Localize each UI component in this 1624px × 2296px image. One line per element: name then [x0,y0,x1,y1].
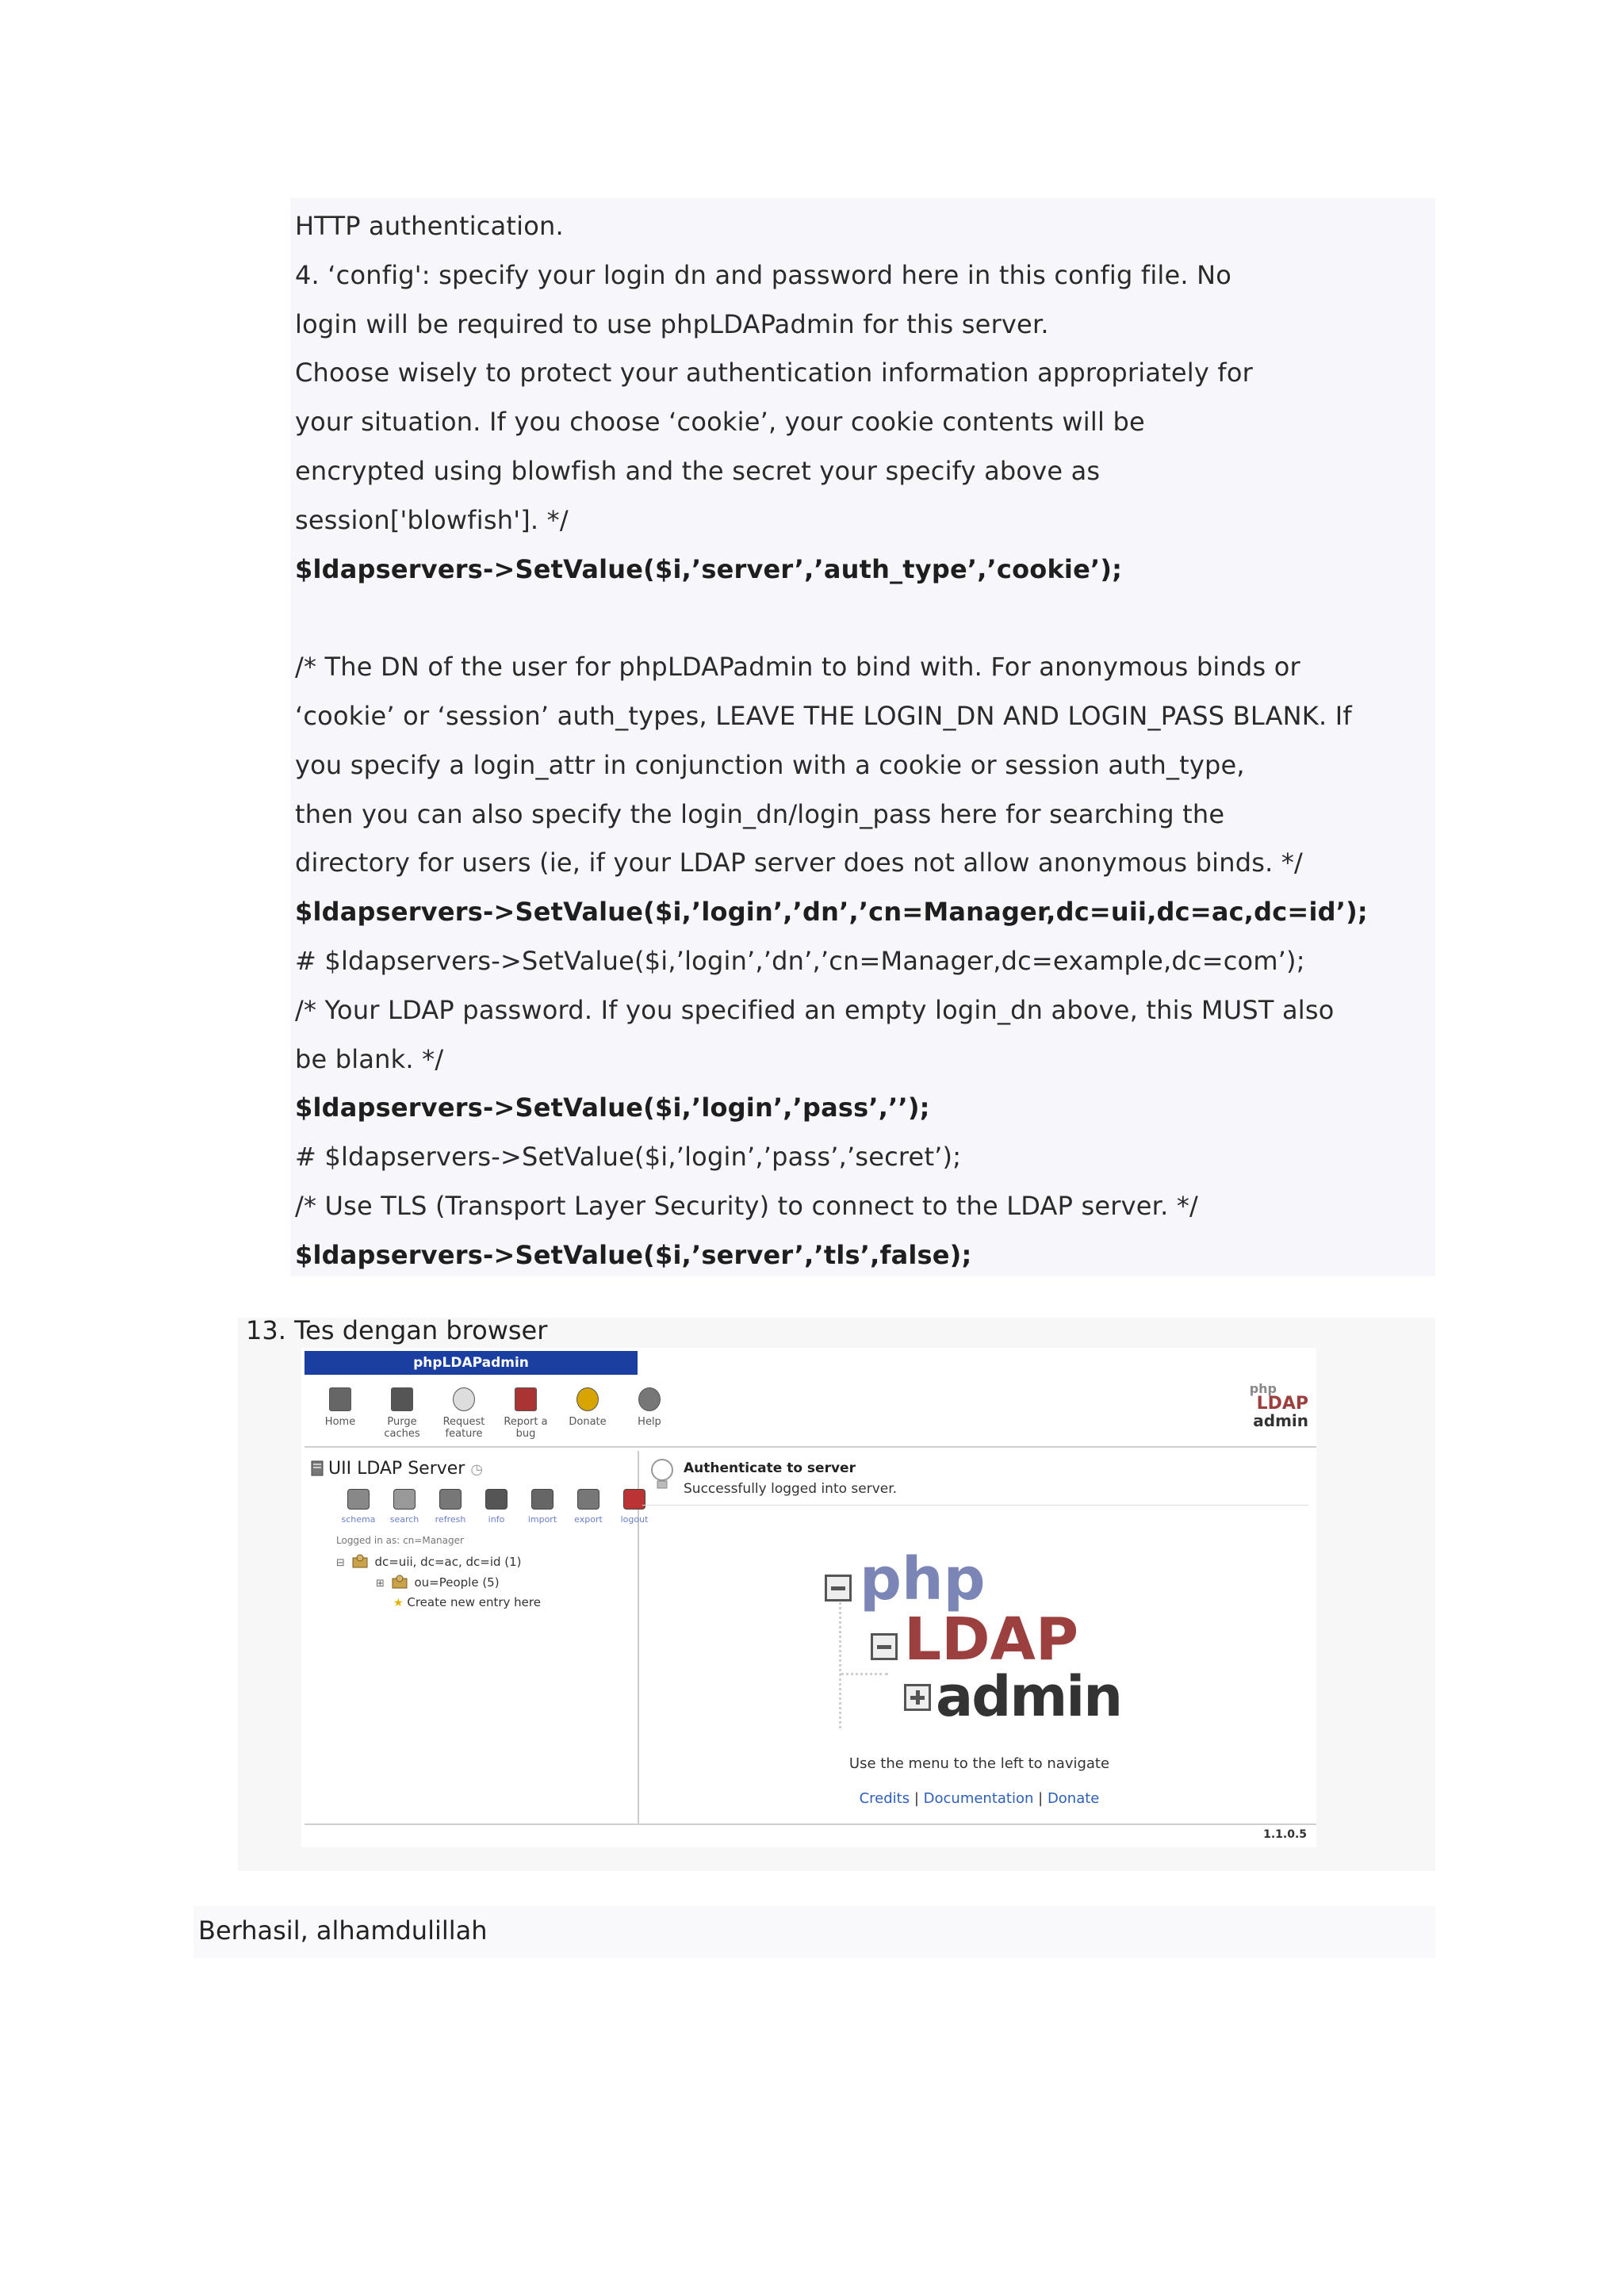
server-name-label: UII LDAP Server [328,1459,465,1479]
toolbar-label: Request feature [442,1416,485,1440]
code-comment-line: HTTP authentication. [295,211,564,241]
link-separator: | [1038,1790,1048,1807]
code-statement-line: $ldapservers->SetValue($i,’login’,’dn’,’cn=Manager,dc=uii,dc=ac,dc=id’); [295,897,1368,928]
toolbar-label: Donate [569,1416,607,1428]
corner-logo-ldap: LDAP [1256,1394,1308,1414]
logo-admin-text: admin [936,1664,1122,1729]
bulb-icon [453,1387,475,1411]
logged-in-text: Logged in as: cn=Manager [336,1535,464,1546]
expand-icon[interactable]: ⊞ [376,1578,385,1590]
code-comment-line: Choose wisely to protect your authentication information appropriately for [295,358,1253,388]
info-icon [485,1489,508,1510]
corner-logo-admin: admin [1253,1411,1308,1430]
code-comment-line: 4. ‘config': specify your login dn and password here in this config file. No [295,259,1232,290]
collapse-icon[interactable]: ⊟ [336,1557,345,1569]
schema-icon [347,1489,370,1510]
bug-icon [515,1387,537,1411]
server-icon [311,1460,324,1476]
tree-child[interactable] [376,1575,500,1590]
refresh-icon [439,1489,462,1510]
tree-root-label: dc=uii, dc=ac, dc=id (1) [374,1555,522,1569]
code-comment-line: ‘cookie’ or ‘session’ auth_types, LEAVE THE LOGIN_DN AND LOGIN_PASS BLANK. If [295,701,1352,731]
toolbar-request-feature-button[interactable] [436,1387,492,1440]
toolbar-report-a-bug-button[interactable] [498,1387,553,1440]
code-comment-line: your situation. If you choose ‘cookie’, your cookie contents will be [295,407,1145,438]
code-comment-line: you specify a login_attr in conjunction with a cookie or session auth_type, [295,749,1245,780]
action-label: export [574,1514,603,1525]
action-search-button[interactable] [382,1489,427,1525]
logo-minus-icon [825,1575,852,1601]
logo-plus-icon [904,1684,931,1711]
logo-dots-h [841,1673,888,1675]
code-comment-line: then you can also specify the login_dn/login_pass here for searching the [295,798,1225,829]
left-pane [304,1451,649,1823]
tree-create-entry[interactable] [393,1595,541,1609]
auth-title: Authenticate to server [684,1460,856,1476]
star-icon: ★ [393,1597,404,1609]
toolbar-label: Help [638,1416,661,1428]
code-comment-line: # $ldapservers->SetValue($i,’login’,’dn’,’cn=Manager,dc=example,dc=com’); [295,946,1305,976]
search-icon [393,1489,416,1510]
code-statement-line: $ldapservers->SetValue($i,’login’,’pass’,’’); [295,1093,930,1123]
action-label: search [389,1514,419,1525]
action-label: info [488,1514,505,1525]
toolbar-label: Purge caches [384,1416,420,1440]
auth-message: Successfully logged into server. [684,1481,898,1497]
app-title-bar: phpLDAPadmin [304,1351,638,1375]
step-label: 13. Tes dengan browser [246,1315,548,1345]
code-comment-line: # $ldapservers->SetValue($i,’login’,’pass’,’secret’); [295,1142,962,1173]
code-comment-line: /* Use TLS (Transport Layer Security) to connect to the LDAP server. */ [295,1191,1198,1221]
code-statement-line: $ldapservers->SetValue($i,’server’,’tls’,false); [295,1239,972,1270]
right-pane [642,1451,1316,1823]
import-icon [531,1489,553,1510]
code-statement-line: $ldapservers->SetValue($i,’server’,’auth_type’,’cookie’); [295,553,1123,584]
action-label: refresh [435,1514,466,1525]
donate-link[interactable]: Donate [1047,1790,1100,1807]
code-comment-line: encrypted using blowfish and the secret your specify above as [295,456,1101,486]
logo-minus-icon [871,1633,898,1660]
toolbar-divider [304,1446,1316,1448]
closing-text: Berhasil, alhamdulillah [198,1915,488,1946]
version-text: 1.1.0.5 [1263,1828,1307,1841]
action-label: schema [341,1514,376,1525]
toolbar-label: Report a bug [504,1416,548,1440]
trash-icon [391,1387,413,1411]
code-comment-line: session['blowfish']. */ [295,504,569,535]
action-label: logout [620,1514,649,1525]
server-name[interactable] [311,1459,483,1479]
tree-root[interactable] [336,1554,522,1569]
home-icon [329,1387,351,1411]
action-info-button[interactable] [474,1489,519,1525]
export-icon [577,1489,599,1510]
code-comment-line: directory for users (ie, if your LDAP server does not allow anonymous binds. */ [295,848,1304,878]
create-entry-label: Create new entry here [407,1595,541,1609]
logo-ldap-text: LDAP [904,1605,1079,1674]
help-icon [638,1387,661,1411]
coin-icon [576,1387,599,1411]
folder-people-icon [392,1575,408,1589]
corner-logo [1250,1383,1308,1429]
folder-people-icon [352,1554,368,1568]
lightbulb-icon [649,1457,676,1492]
code-comment-line: be blank. */ [295,1043,444,1074]
code-comment-line: /* The DN of the user for phpLDAPadmin to bind with. For anonymous binds or [295,652,1300,683]
link-separator: | [914,1790,924,1807]
documentation-link[interactable]: Documentation [923,1790,1034,1807]
logo-php-text: php [860,1545,986,1613]
action-label: import [527,1514,557,1525]
action-export-button[interactable] [566,1489,611,1525]
toolbar-purge-caches-button[interactable] [374,1387,430,1440]
tree-child-label: ou=People (5) [414,1575,500,1590]
code-comment-line: /* Your LDAP password. If you specified an empty login_dn above, this MUST also [295,994,1335,1025]
toolbar-label: Home [324,1416,356,1428]
refresh-small-icon: ◷ [470,1461,484,1478]
phpldapadmin-logo [825,1546,1142,1736]
action-schema-button[interactable] [336,1489,381,1525]
phpldapadmin-screenshot [301,1348,1316,1847]
toolbar-help-button[interactable] [622,1387,677,1428]
auth-divider [642,1505,1308,1506]
action-import-button[interactable] [520,1489,565,1525]
navigate-hint: Use the menu to the left to navigate [848,1755,1110,1772]
toolbar-home-button[interactable] [312,1387,368,1428]
code-comment-line: login will be required to use phpLDAPadmin for this server. [295,308,1049,339]
credits-link[interactable]: Credits [859,1790,910,1807]
bottom-divider [304,1823,1316,1825]
toolbar-donate-button[interactable] [560,1387,615,1428]
corner-logo-php: php [1249,1381,1277,1396]
footer-links [642,1790,1316,1807]
action-refresh-button[interactable] [428,1489,473,1525]
